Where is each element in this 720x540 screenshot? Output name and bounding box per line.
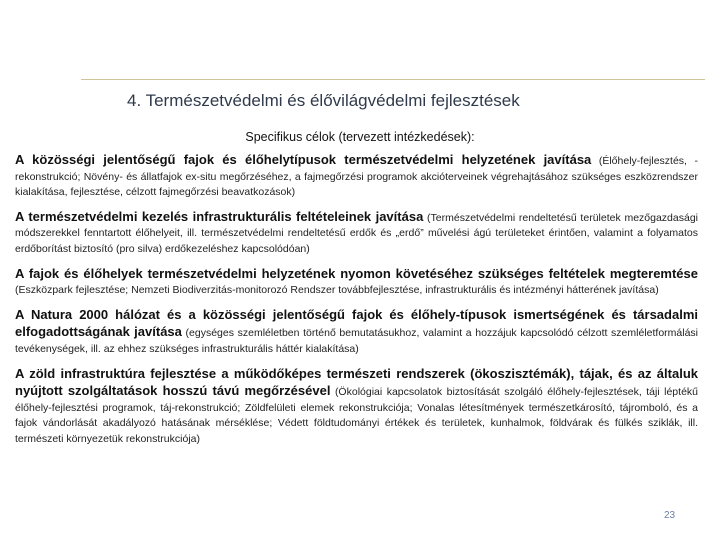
objective-heading: A zöld infrastruktúra fejlesztése a működőképes természeti rendszerek (ökoszisztémák), tájak, és az általuk nyújtott szolgáltatások hosszú távú megőrzésével xyxy=(15,365,698,399)
page-number: 23 xyxy=(664,510,676,521)
objective-item xyxy=(15,152,698,201)
page-subtitle: Specifikus célok (tervezett intézkedések): xyxy=(245,130,475,144)
objective-detail: (egységes szemléletben történő bemutatásukhoz, valamint a hozzájuk kapcsolódó célzott szemléletformálási tevékenységek, ill. az ehhez szükséges infrastrukturális háttér kialakítása) xyxy=(15,327,698,355)
objective-item xyxy=(15,209,698,258)
objective-item xyxy=(15,366,698,448)
objective-detail: (Eszközpark fejlesztése; Nemzeti Biodiverzitás-monitorozó Rendszer továbbfejlesztése, infrastrukturális és intézményi hátterének javítása) xyxy=(15,284,659,297)
objective-item xyxy=(15,307,698,358)
page-title: 4. Természetvédelmi és élővilágvédelmi fejlesztések xyxy=(127,91,520,110)
top-divider xyxy=(81,79,705,80)
objective-detail: (Természetvédelmi rendeltetésű területek mezőgazdasági módszerekkel fenntartott élőhelyeit, ill. természetvédelmi rendeltetésű erdők és „erdő” művelési ágú területeket érintően, valamint a folyamatos erdőborítást biztosító (pro silva) erdőkezeléshez kapcsolódóan) xyxy=(15,211,698,255)
objective-list xyxy=(15,152,698,456)
objective-detail: (Élőhely-fejlesztés, -rekonstrukció; Növény- és állatfajok ex-situ megőrzéséhez, a fajmegőrzési programok akcióterveinek végrehajtásához szükséges eszközrendszer kialakítása, fejlesztése, célzott fajmegőrzési beavatkozások) xyxy=(15,155,699,199)
objective-heading: A közösségi jelentőségű fajok és élőhelytípusok természetvédelmi helyzetének javítása xyxy=(15,152,592,167)
objective-detail: (Ökológiai kapcsolatok biztosítását szolgáló élőhely-fejlesztések, táji léptékű élőhely-fejlesztési programok, táj-rekonstrukció; Zöldfelületi elemek rekonstrukciója; Vonalas létesítmények természetkárosító, tájromboló, és a fajok vándorlását akadályozó hatásának mérséklése; Védett földtudományi értékek és területek, kunhalmok, földvárak és fülkés sziklák, ill. természeti környezetük rekonstrukciója) xyxy=(15,386,698,445)
objective-heading: A Natura 2000 hálózat és a közösségi jelentőségű fajok és élőhely-típusok ismertségének és társadalmi elfogadottságának javítása xyxy=(15,306,698,340)
objective-heading: A fajok és élőhelyek természetvédelmi helyzetének nyomon követéséhez szükséges feltételek megteremtése xyxy=(15,265,698,281)
objective-heading: A természetvédelmi kezelés infrastrukturális feltételeinek javítása xyxy=(15,208,424,224)
objective-item xyxy=(15,266,698,299)
